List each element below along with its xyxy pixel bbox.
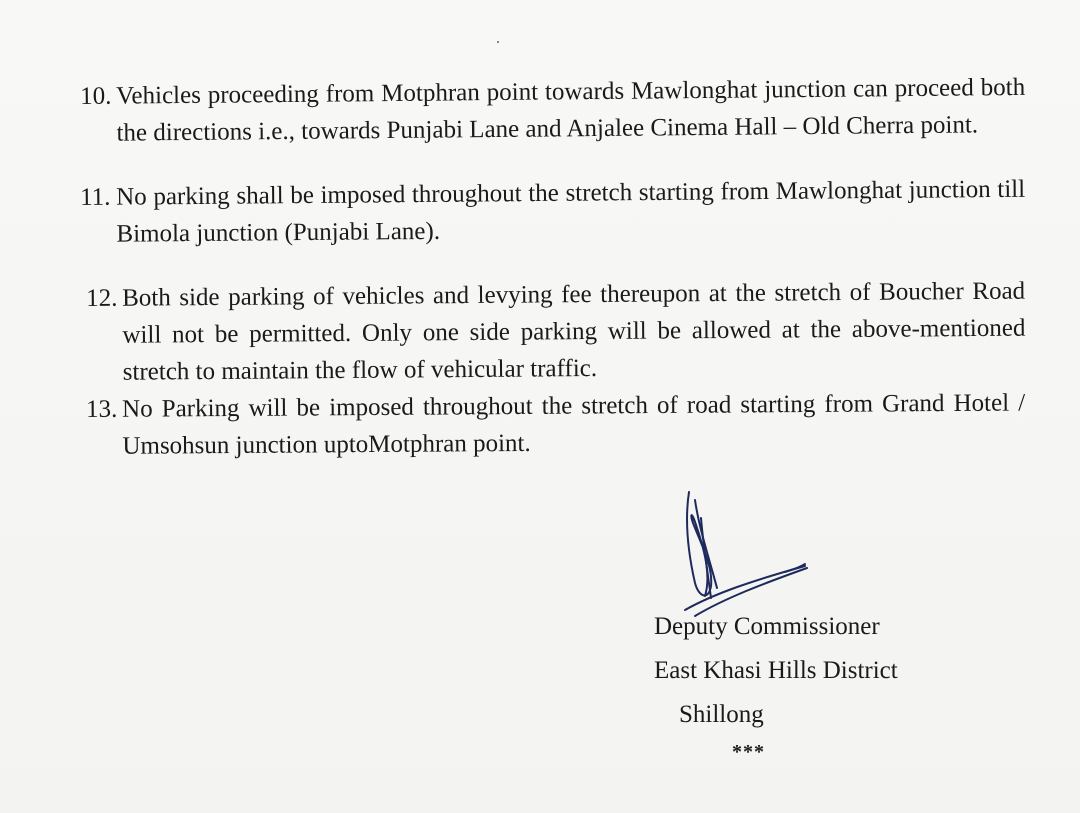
order-item-11 <box>80 171 1026 253</box>
item-number: 11. <box>80 183 111 211</box>
item-text: Both side parking of vehicles and levying fee thereupon at the stretch of Boucher Road will not be permitted. Only one side parking will be allowed at the above-mentioned stretch to maintain the flow of vehicular traffic. <box>122 277 1026 386</box>
item-text: No parking shall be imposed throughout the stretch starting from Mawlonghat junction till Bimola junction (Punjabi Lane). <box>116 175 1026 248</box>
item-number: 12. <box>86 284 118 312</box>
order-item-12 <box>86 273 1026 391</box>
item-number: 10. <box>80 82 112 110</box>
order-items-list <box>80 74 1025 465</box>
order-item-13 <box>86 384 1025 465</box>
signatory-place: Shillong <box>679 701 764 728</box>
item-text: Vehicles proceeding from Motphran point towards Mawlonghat junction can proceed both the directions i.e., towards Punjabi Lane and Anjalee Cinema Hall – Old Cherra point. <box>116 73 1026 147</box>
signatory-district: East Khasi Hills District <box>654 657 898 684</box>
signatory-designation: Deputy Commissioner <box>654 613 880 640</box>
item-number: 13. <box>86 395 118 423</box>
signature-block <box>654 605 898 767</box>
end-mark: *** <box>732 741 765 763</box>
item-text: No Parking will be imposed throughout the stretch of road starting from Grand Hotel / Umsohsun junction uptoMotphran point. <box>122 389 1026 460</box>
paper-speck <box>497 41 499 43</box>
order-item-10 <box>80 69 1026 152</box>
handwritten-signature <box>665 488 815 618</box>
